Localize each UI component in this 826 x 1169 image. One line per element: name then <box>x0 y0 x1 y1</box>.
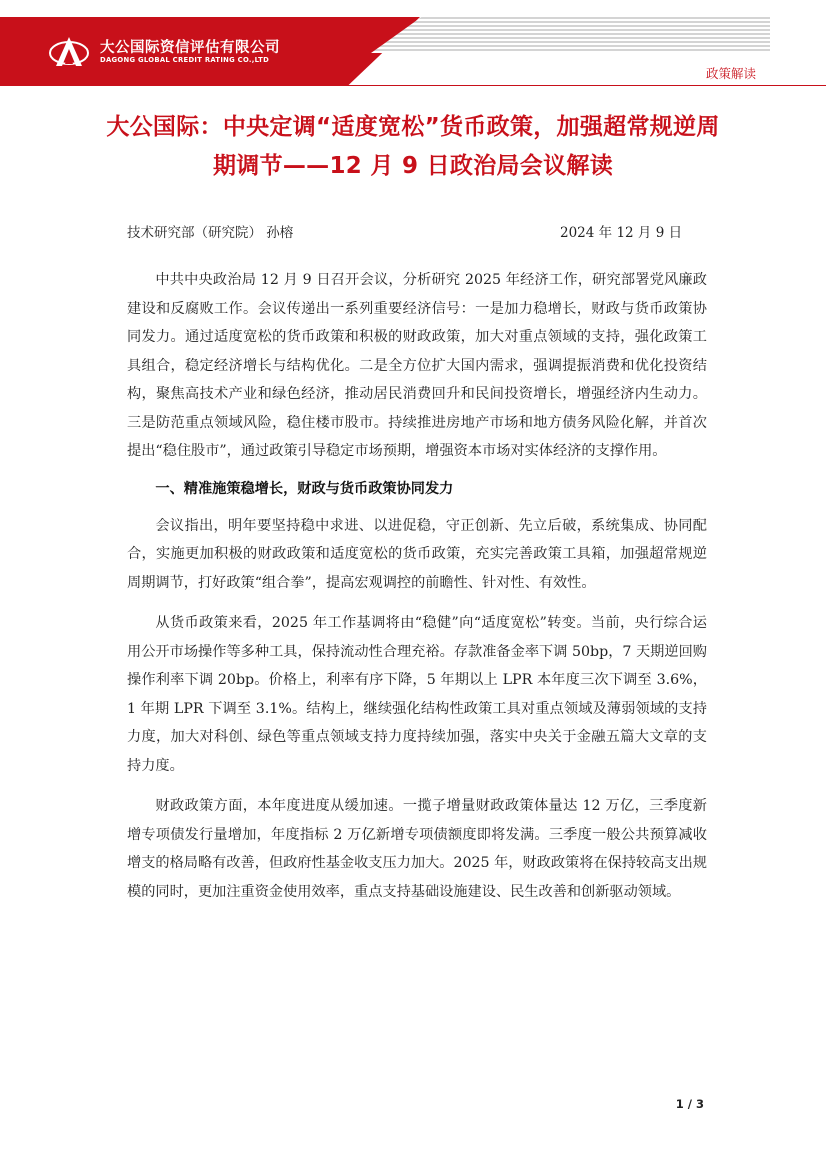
body-paragraph: 从货币政策来看，2025 年工作基调将由“稳健”向“适度宽松”转变。当前，央行综合运用公开市场操作等多种工具，保持流动性合理充裕。存款准备金率下调 50bp，7 天期逆回购操作利率下调 20bp。价格上，利率有序下降，5 年期以上 LPR 本年度三次下调至 3.6%，1 年期 LPR 下调至 3.1%。结构上，继续强化结构性政策工具对重点领域及薄弱领域的支持力度，加大对科创、绿色等重点领域支持力度持续加强，落实中央关于金融五篇大文章的支持力度。 <box>127 615 707 774</box>
header-divider <box>0 85 826 86</box>
author-line: 技术研究部（研究院） 孙榕 <box>127 225 294 241</box>
publish-date: 2024 年 12 月 9 日 <box>560 225 683 241</box>
intro-paragraph: 中共中央政治局 12 月 9 日召开会议，分析研究 2025 年经济工作，研究部署党风廉政建设和反腐败工作。会议传递出一系列重要经济信号：一是加力稳增长，财政与货币政策协同发力。通过适度宽松的货币政策和积极的财政政策，加大对重点领域的支持，强化政策工具组合，稳定经济增长与结构优化。二是全方位扩大国内需求，强调提振消费和优化投资结构，聚焦高技术产业和绿色经济，推动居民消费回升和民间投资增长，增强经济内生动力。三是防范重点领域风险，稳住楼市股市。持续推进房地产市场和地方债务风险化解，并首次提出“稳住股市”，通过政策引导稳定市场预期，增强资本市场对实体经济的支撑作用。 <box>127 272 707 459</box>
document-body <box>127 266 707 906</box>
company-name-cn: 大公国际资信评估有限公司 <box>100 40 280 56</box>
page-number: 1 / 3 <box>675 1097 704 1111</box>
document-title: 大公国际：中央定调“适度宽松”货币政策，加强超常规逆周期调节——12 月 9 日政治局会议解读 <box>106 114 720 179</box>
body-paragraph: 会议指出，明年要坚持稳中求进、以进促稳，守正创新、先立后破，系统集成、协同配合，实施更加积极的财政政策和适度宽松的货币政策，充实完善政策工具箱，加强超常规逆周期调节，打好政策“组合拳”，提高宏观调控的前瞻性、针对性、有效性。 <box>127 517 707 591</box>
document-type-tag: 政策解读 <box>705 66 756 81</box>
section-heading-1: 一、精准施策稳增长，财政与货币政策协同发力 <box>155 480 454 497</box>
dagong-logo-icon <box>48 34 90 70</box>
company-name-en: DAGONG GLOBAL CREDIT RATING CO.,LTD <box>100 56 270 64</box>
page-header <box>0 0 826 86</box>
body-paragraph: 财政政策方面，本年度进度从缓加速。一揽子增量财政政策体量达 12 万亿，三季度新增专项债发行量增加，年度指标 2 万亿新增专项债额度即将发满。三季度一般公共预算减收增支的格局略有改善，但政府性基金收支压力加大。2025 年，财政政策将在保持较高支出规模的同时，更加注重资金使用效率，重点支持基础设施建设、民生改善和创新驱动领域。 <box>127 798 707 900</box>
